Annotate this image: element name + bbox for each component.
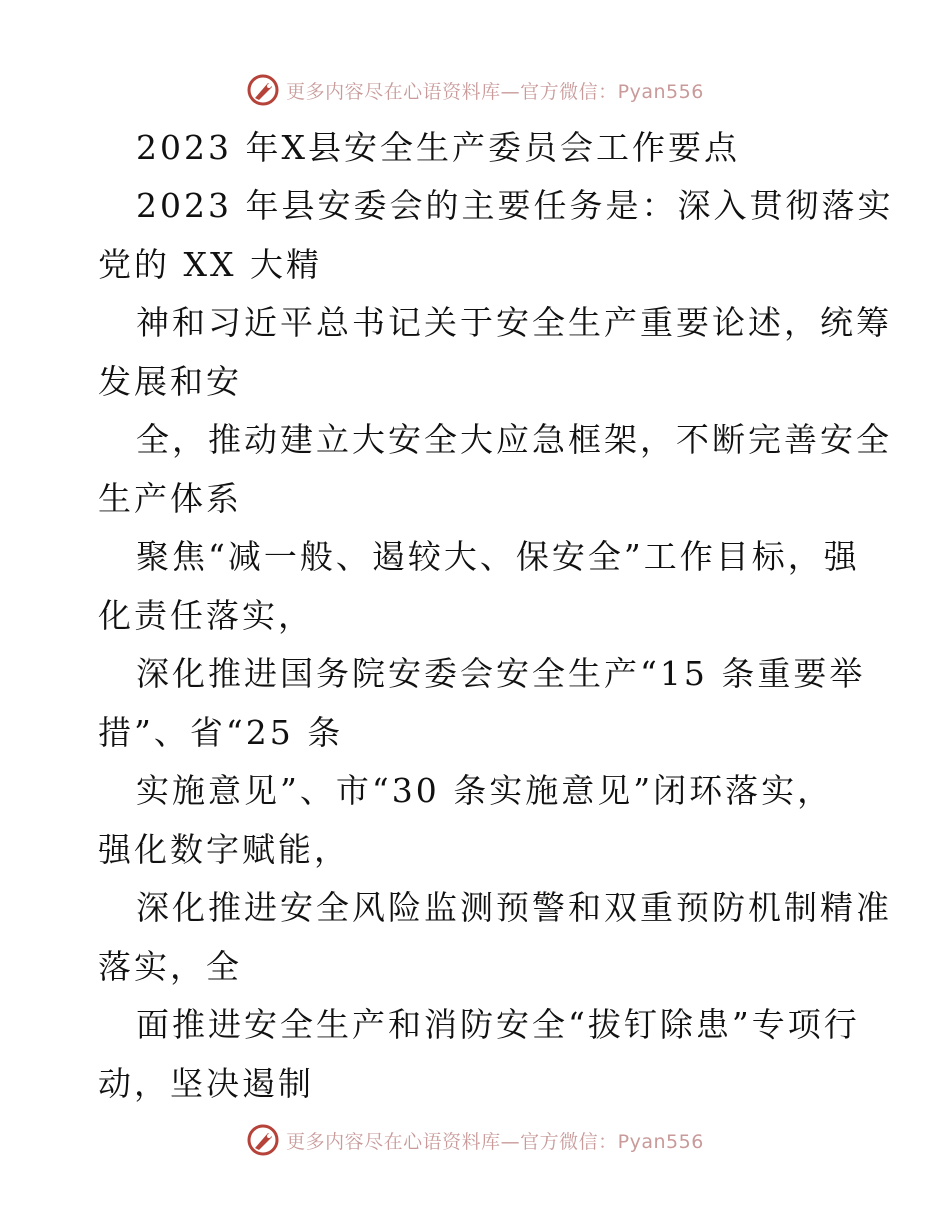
text-line: 聚焦“减一般、遏较大、保安全”工作目标，强 <box>136 537 860 576</box>
text-line: 措”、省“25 条 <box>98 713 344 752</box>
watermark-footer <box>0 1120 950 1160</box>
watermark-header <box>0 70 950 110</box>
watermark-text: 更多内容尽在心语资料库—官方微信：Pyan556 <box>286 1130 704 1153</box>
text-line: 实施意见”、市“30 条实施意见”闭环落实， <box>136 771 834 810</box>
text-line: 发展和安 <box>98 362 242 401</box>
text-line: 全，推动建立大安全大应急框架，不断完善安全 <box>136 420 892 459</box>
pen-nib-seal-logo-icon <box>246 73 280 107</box>
text-line: 党的 XX 大精 <box>98 245 322 284</box>
text-line: 动，坚决遏制 <box>98 1064 314 1103</box>
text-line: 面推进安全生产和消防安全“拔钉除患”专项行 <box>136 1005 860 1044</box>
document-title: 2023 年X县安全生产委员会工作要点 <box>136 128 740 167</box>
text-line: 落实，全 <box>98 947 242 986</box>
pen-nib-seal-logo-icon <box>246 1123 280 1157</box>
text-line: 神和习近平总书记关于安全生产重要论述，统筹 <box>136 303 892 342</box>
text-line: 2023 年县安委会的主要任务是：深入贯彻落实 <box>136 186 894 225</box>
text-line: 强化数字赋能， <box>98 830 350 869</box>
text-line: 深化推进安全风险监测预警和双重预防机制精准 <box>136 888 892 927</box>
text-line: 生产体系 <box>98 479 242 518</box>
text-line: 深化推进国务院安委会安全生产“15 条重要举 <box>136 654 866 693</box>
text-line: 化责任落实， <box>98 596 314 635</box>
watermark-text: 更多内容尽在心语资料库—官方微信：Pyan556 <box>286 80 704 103</box>
